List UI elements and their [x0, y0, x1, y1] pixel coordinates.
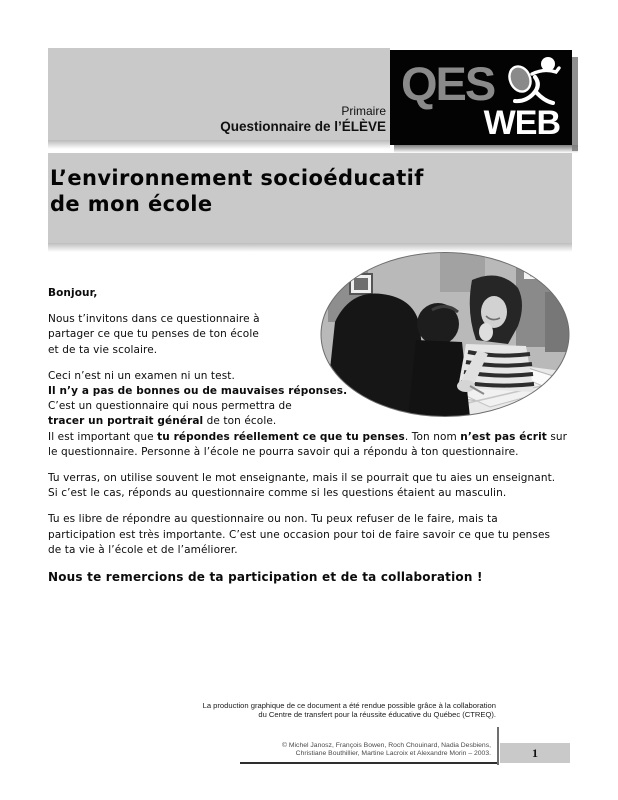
- not-a-test: Ceci n’est ni un examen ni un test. Il n’y a pas de bonnes ou de mauvaises réponses. C’est un questionnaire qui nous permettra de tracer un portrait général de ton école. Il est important que tu répondes réellement ce que tu penses. Ton nom n’est pas écrit sur le questionnaire. Personne à l’école ne pourra savoir qui a répondu à ton questionnaire.: [48, 369, 568, 458]
- header-band-shadow: [48, 140, 390, 149]
- enseignante-note: Tu verras, on utilise souvent le mot enseignante, mais il se pourrait que tu aies un enseignant. Si c’est le cas, réponds au questionnaire comme si les questions étaient au masculin.: [48, 472, 556, 500]
- free-to-answer: Tu es libre de répondre au questionnaire ou non. Tu peux refuser de le faire, mais ta participation est très importante. C’est une occasion pour toi de faire savoir ce que tu penses de ta vie à l’école et de l’améliorer.: [48, 513, 551, 556]
- page-title: [50, 165, 424, 217]
- production-note-line1: La production graphique de ce document a été rendue possible grâce à la collaboration: [202, 701, 496, 710]
- title-band-shadow: [48, 243, 572, 252]
- qes-web-logo: [390, 50, 572, 145]
- greeting: Bonjour,: [48, 287, 98, 299]
- copyright-line2: Christiane Bouthillier, Martine Lacroix et Alexandre Morin – 2003.: [295, 750, 491, 758]
- intro: Nous t’invitons dans ce questionnaire à partager ce que tu penses de ton école et de ta vie scolaire.: [48, 313, 260, 356]
- page-number-box: [500, 743, 570, 763]
- page-title-line1: L’environnement socioéducatif: [50, 166, 424, 190]
- page-number: 1: [532, 745, 538, 760]
- closing: Nous te remercions de ta participation et de ta collaboration !: [48, 570, 483, 585]
- copyright-note: [0, 742, 491, 759]
- production-note: [0, 701, 496, 720]
- level-label: Primaire: [341, 104, 386, 118]
- production-note-line2: du Centre de transfert pour la réussite éducative du Québec (CTREQ).: [258, 710, 496, 720]
- footer-rule: [240, 762, 497, 764]
- logo-word-web: WEB: [483, 104, 560, 142]
- page-title-line2: de mon école: [50, 192, 213, 216]
- title-band: [48, 153, 572, 243]
- footer-divider: [497, 727, 499, 765]
- logo-word-qes: QES: [401, 57, 495, 110]
- logo-shadow-bottom: [394, 145, 578, 153]
- logo-shadow: [572, 57, 578, 151]
- questionnaire-label: Questionnaire de l’ÉLÈVE: [220, 119, 386, 134]
- header-labels: [48, 104, 386, 134]
- body-text: [48, 286, 604, 596]
- copyright-line1: © Michel Janosz, François Bowen, Roch Chouinard, Nadia Desbiens,: [281, 742, 491, 749]
